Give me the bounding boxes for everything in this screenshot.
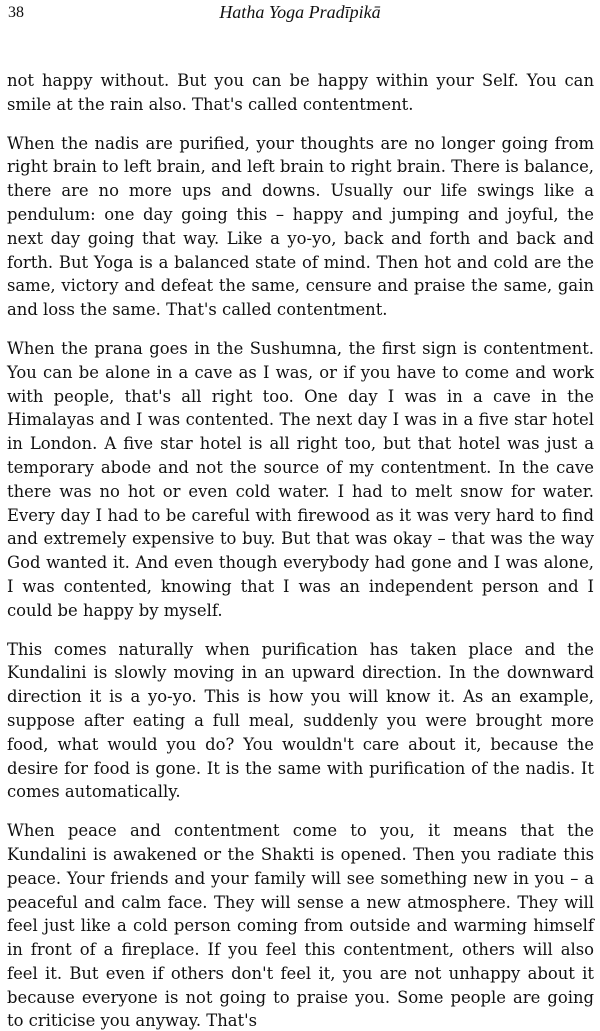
paragraph-1: not happy without. But you can be happy within your Self. You can smile at the rain also. That's called contentment. (7, 71, 594, 114)
paragraph-3: When the prana goes in the Sushumna, the first sign is contentment. You can be alone in a cave as I was, or if you have to come and work with people, that's all right too. One day I was in a cave in the Himalayas and I was contented. The next day I was in a five star hotel in London. A five star hotel is all right too, but that hotel was just a temporary abode and not the source of my contentment. In the cave there was no hot or even cold water. I had to melt snow for water. Every day I had to be careful with firewood as it was very hard to find and extremely expensive to buy. But that was okay – that was the way God wanted it. And even though everybody had gone and I was alone, I was contented, knowing that I was an independent person and I could be happy by myself. (7, 338, 594, 620)
page-header (0, 0, 600, 30)
page-number: 38 (8, 4, 24, 21)
paragraph-4: This comes naturally when purification has taken place and the Kundalini is slowly moving in an upward direction. In the downward direction it is a yo-yo. This is how you will know it. As an example, suppose after eating a full meal, suddenly you were brought more food, what would you do? You wouldn't care about it, because the desire for food is gone. It is the same with purification of the nadis. It comes automatically. (7, 639, 594, 802)
running-title: Hatha Yoga Pradīpikā (219, 2, 381, 22)
paragraph-2: When the nadis are purified, your thoughts are no longer going from right brain to left brain, and left brain to right brain. There is balance, there are no more ups and downs. Usually our life swings like a pendulum: one day going this – happy and jumping and joyful, the next day going that way. Like a yo-yo, back and forth and back and forth. But Yoga is a balanced state of mind. Then hot and cold are the same, victory and defeat the same, censure and praise the same, gain and loss the same. That's called contentment. (7, 133, 594, 320)
body-text (7, 69, 594, 1031)
paragraph-5: When peace and contentment come to you, it means that the Kundalini is awakened or the Shakti is opened. Then you radiate this peace. Your friends and your family will see something new in you – a peaceful and calm face. They will sense a new atmosphere. They will feel just like a cold person coming from outside and warming himself in front of a fireplace. If you feel this contentment, others will also feel it. But even if others don't feel it, you are not unhappy about it because everyone is not going to praise you. Some people are going to criticise you anyway. That's (7, 821, 594, 1031)
